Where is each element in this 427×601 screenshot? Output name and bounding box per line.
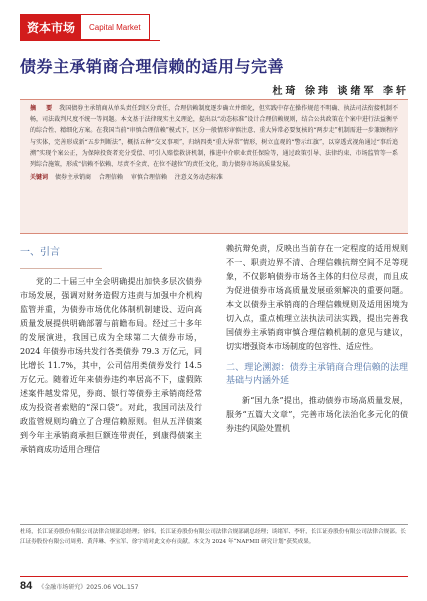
heading-rule <box>20 268 102 269</box>
abstract-box <box>20 99 408 234</box>
page-footer <box>20 580 138 592</box>
section-tag <box>20 14 150 40</box>
keyword: 注意义务动态标准 <box>174 174 223 182</box>
keyword: 合理信赖 <box>98 174 123 182</box>
journal-name: 《金融市场研究》2025.06 VOL.157 <box>38 583 139 591</box>
footnote-rule <box>20 524 408 525</box>
section-heading-theory: 二、理论溯源：债券主承销商合理信赖的法理基础与内涵外延 <box>226 363 408 386</box>
author-footnote: 杜琦，长江证券股份有限公司法律合规部总经理；徐玮，长江证券股份有限公司法律合规部副总经理；谈绪军、李轩，长江证券股份有限公司法律合规部。长江证券股份有限公司周勇、黄萍琳、李宝军、徐宇靖对此文亦有贡献。本文为 2024 年“NAFMII 研究计划”获奖成果。 <box>20 529 406 545</box>
section-tag-en: Capital Market <box>81 15 149 39</box>
abstract-label: 摘 要 <box>30 105 55 112</box>
section-tag-cn: 资本市场 <box>21 15 81 39</box>
page-number: 84 <box>20 580 33 592</box>
body-paragraph: 新“国九条”提出，推动债券市场高质量发展，服务“五篇大文章”，完善市场化法治化多元化的债券违约风险处置机 <box>226 396 408 433</box>
section-heading-intro: 一、引言 <box>20 247 60 258</box>
left-column <box>20 242 202 457</box>
article-title: 债券主承销商合理信赖的适用与完善 <box>20 57 285 76</box>
keyword: 债券主承销商 <box>54 174 91 182</box>
section-header <box>0 0 427 48</box>
section-divider <box>20 40 160 41</box>
keywords-line <box>30 172 398 183</box>
body-paragraph-continued: 赖抗辩免责，反映出当前存在一定程度的适用规则不一、职责边界不清、合理信赖抗辩空间不足等现象，不仅影响债券市场各主体的归位尽责，而且成为促进债券市场高质量发展亟须解决的重要问题。本文以债券主承销商的合理信赖规则及适用困境为切入点，重点梳理立法执法司法实践，提出完善我国债券主承销商审慎合理信赖机制的意见与建议，切实增强资本市场制度的包容性、适应性。 <box>226 244 408 351</box>
right-column <box>226 242 408 436</box>
body-paragraph: 党的二十届三中全会明确提出加快多层次债券市场发展，强调对财务造假方违责与加强中介机构监管并重，为债券市场优化体制机制建设、迈向高质量发展提供明确部署与前瞻布局。经过三十多年的发展演进，我国已成为全球第二大债券市场，2024 年债券市场共发行各类债券 79.3 万亿元，同比增长 11.7%，其中，公司信用类债券发行 14.5 万亿元。随着近年来债券违约率居高不下，虚假陈述案件越发常见，券商、银行等债券主承销商经常成为投资者索赔的“深口袋”。对此，我国司法及行政监管规则均确立了合理信赖原则。但从五洋债案到今年主承销商承担巨额连带责任，到康得债案主承销商成功适用合理信 <box>20 277 202 454</box>
keyword: 审慎合理信赖 <box>130 174 167 182</box>
keywords-label: 关键词 <box>30 174 49 182</box>
footer-rule <box>20 576 408 577</box>
abstract-text: 我国债券主承销商从单头责任到区分责任，合理信赖制度逐步确立并细化，但实践中存在操作规范不明确、执法司法衔接机制不畅，司法裁判尺度不统一等问题。本文基于法律现实主义理论，提出以“动态标准”设计合理信赖规则，结合公共政策在个案中进行法益衡平的综合性、精细化方案。在我国当前“审慎合理信赖”模式下，区分一般情形审慎注意、重大异常必要复核的“两步走”机制需进一步兼顾程序与实体，完善形成新“五步判断法”，概括五种“交叉事项”，归纳四类“重大异常”情形，树立直观的“警示红旗”，以穿透式视角通过“事后追溯”实现个案公正，为保障投资者充分受偿、可引入赔偿救济机制，推进中介职业责任保险等，通过政策引导、法律约束、市场监管等一系列综合施策，形成“信赖不依赖、尽责不全责、在位不越位”的责任文化，助力债券市场高质量发展。 <box>30 105 398 169</box>
article-authors: 杜琦 徐玮 谈绪军 李轩 <box>272 86 409 97</box>
